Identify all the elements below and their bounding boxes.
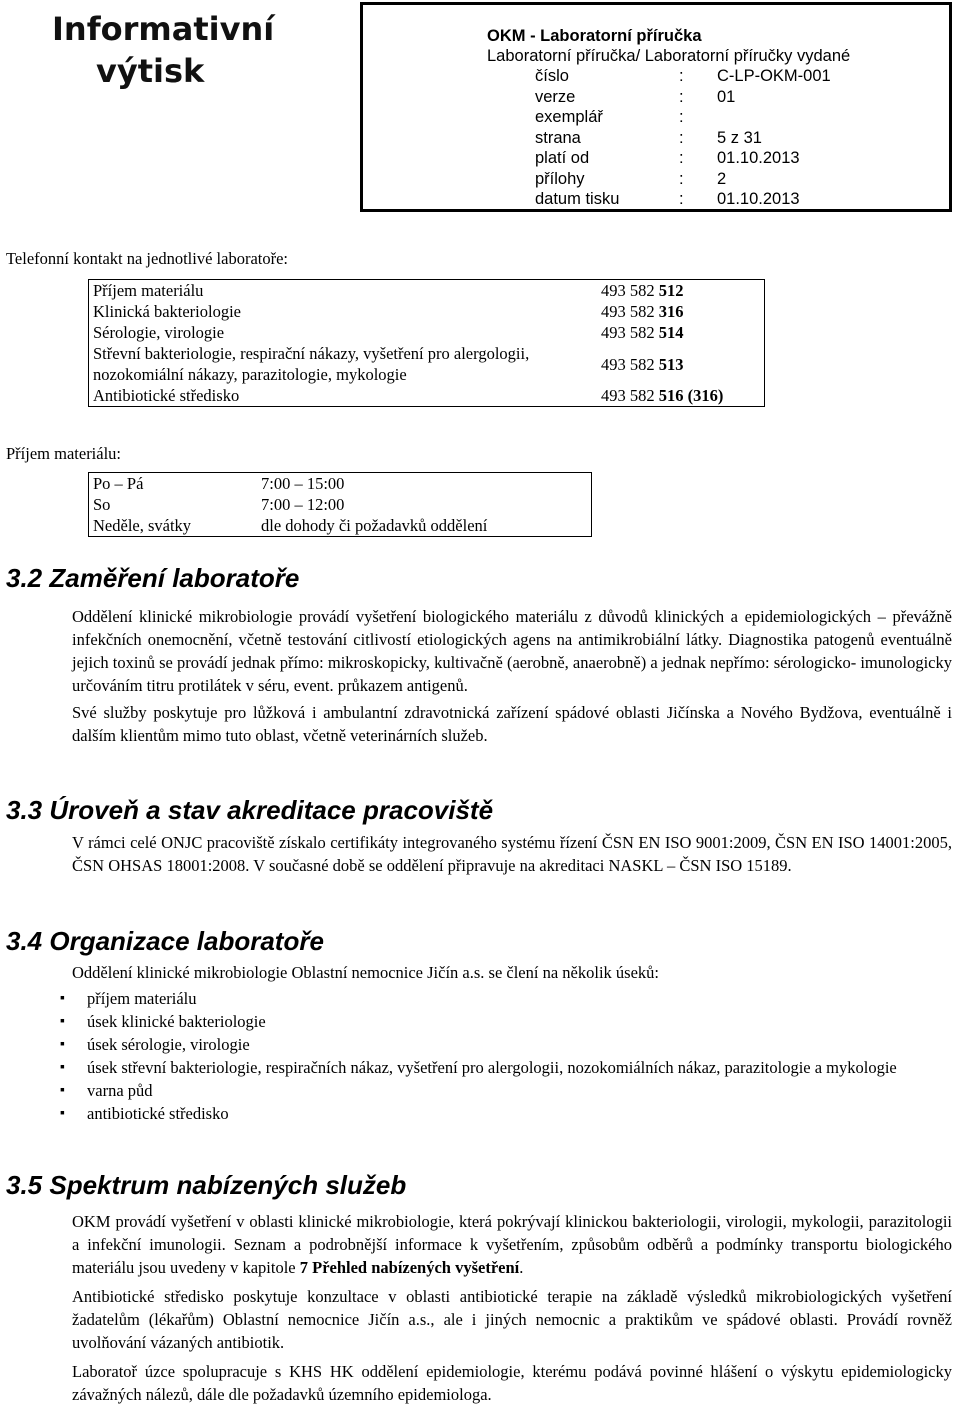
document-header-box (360, 2, 952, 212)
hours-row (89, 473, 592, 495)
section-3-4-heading: 3.4 Organizace laboratoře (6, 926, 324, 956)
section-3-5-paragraph-3: Laboratoř úzce spolupracuje s KHS HK oddělení epidemiologie, kterému podává povinné hlášení o výskytu epidemiologicky závažných nálezů, dále dle požadavků územního epidemiologa. (72, 1362, 952, 1404)
meta-value: 01 (717, 87, 736, 106)
meta-separator: : (679, 108, 684, 126)
hours-heading: Příjem materiálu: (6, 444, 122, 463)
stamp-line-2: výtisk (96, 52, 205, 90)
meta-label: číslo (535, 67, 569, 85)
phone-extension: 512 (658, 281, 684, 300)
phone-lab-name: Střevní bakteriologie, respirační nákazy, vyšetření pro alergologii, nozokomiální nákazy, parazitologie, mykologie (93, 344, 530, 384)
section-3-2-heading (6, 563, 299, 594)
phone-prefix: 493 582 (601, 281, 655, 300)
section-3-4-intro: Oddělení klinické mikrobiologie Oblastní nemocnice Jičín a.s. se člení na několik úseků: (72, 963, 659, 982)
meta-value: C-LP-OKM-001 (717, 67, 831, 85)
section-3-2-paragraph-1: Oddělení klinické mikrobiologie provádí vyšetření biologického materiálu z důvodů klinických a epidemiologických – převážně infekčních onemocnění, včetně testování citlivostí etiologických agens na antimikrobiální látky. Diagnostika patogenů eventuálně jejich toxinů se provádí jednak přímo: mikroskopicky, kultivačně (aerobně, anaerobně) a jednak nepřímo: sérologicko- imunologicky určováním titru protilátek v séru, event. průkazem antigenů. (72, 607, 952, 695)
phone-row (89, 385, 765, 407)
section-3-2-paragraph-2: Své služby poskytuje pro lůžková i ambulantní zdravotnická zařízení spádové oblasti Jičínska a Nového Bydžova, eventuálně i dalším klientům mimo tuto oblast, včetně veterinárních služeb. (72, 703, 952, 745)
phone-contacts-table (88, 279, 765, 407)
phone-extension: 316 (658, 302, 684, 321)
meta-separator: : (679, 190, 684, 208)
meta-separator: : (679, 169, 684, 188)
meta-label: přílohy (535, 169, 585, 188)
section-3-2-body (6, 605, 952, 747)
phone-row (89, 301, 765, 322)
section-3-2-heading-text: 3.2 Zaměření laboratoře (6, 563, 300, 593)
meta-label: exemplář (535, 108, 603, 126)
organization-units-list (60, 987, 940, 1125)
hours-day: Po – Pá (93, 474, 144, 493)
list-item: ▪ příjem materiálu (60, 987, 940, 1010)
meta-label: platí od (535, 149, 590, 167)
phone-number (597, 301, 765, 322)
meta-value: 01.10.2013 (717, 149, 800, 167)
phone-number (597, 385, 765, 407)
section-3-5-paragraph-2: Antibiotické středisko poskytuje konzultace v oblasti antibiotické terapie na základě výsledků mikrobiologických vyšetření žadatelům (lékařům) Oblastní nemocnice Jičín a.s., ale i jiných nemocnic a praktikům ve spádové oblasti. Provádí rovněž uvolňování vázaných antibiotik. (72, 1287, 952, 1352)
meta-separator: : (679, 87, 684, 106)
list-item: ▪ úsek sérologie, virologie (60, 1033, 940, 1056)
meta-value: 5 z 31 (717, 128, 762, 147)
section-3-3-body (6, 831, 952, 877)
section-3-5-body (6, 1210, 952, 1406)
stamp-line-1: Informativní (52, 10, 275, 48)
meta-separator: : (679, 67, 684, 85)
section-3-5-p1-end: . (519, 1258, 524, 1277)
hours-day: So (93, 495, 111, 514)
phones-heading: Telefonní kontakt na jednotlivé laboratoře: (6, 249, 288, 268)
intake-hours-table (88, 472, 592, 537)
hours-time: dle dohody či požadavků oddělení (261, 516, 488, 535)
hours-row (89, 494, 592, 515)
document-subtitle: Laboratorní příručka/ Laboratorní příručky vydané (487, 47, 851, 65)
phone-row (89, 343, 765, 385)
phone-extension: 516 (316) (658, 386, 724, 405)
document-title: OKM - Laboratorní příručka (487, 27, 702, 45)
meta-separator: : (679, 149, 684, 167)
meta-label: strana (535, 128, 581, 147)
phone-prefix: 493 582 (601, 386, 655, 405)
list-item: ▪ varna půd (60, 1079, 940, 1102)
informative-copy-stamp (52, 8, 274, 92)
meta-value: 01.10.2013 (717, 190, 800, 208)
phone-number (597, 343, 765, 385)
list-item: ▪ antibiotické středisko (60, 1102, 940, 1125)
phone-prefix: 493 582 (601, 302, 655, 321)
phone-number (597, 280, 765, 302)
phone-prefix: 493 582 (601, 354, 655, 374)
phone-lab-name: Sérologie, virologie (93, 323, 225, 342)
section-3-3-paragraph-1: V rámci celé ONJC pracoviště získalo certifikáty integrovaného systému řízení ČSN EN ISO 9001:2009, ČSN EN ISO 14001:2005, ČSN OHSAS 18001:2008. V současné době se oddělení připravuje na akreditaci NASKL – ČSN ISO 15189. (72, 833, 952, 875)
hours-time: 7:00 – 15:00 (261, 474, 345, 493)
phone-row (89, 280, 765, 302)
phone-number (597, 322, 765, 343)
list-item: ▪ úsek střevní bakteriologie, respiračních nákaz, vyšetření pro alergologii, nozokomiálních nákaz, parazitologie a mykologie (60, 1056, 940, 1079)
meta-label: verze (535, 87, 576, 106)
meta-label: datum tisku (535, 190, 620, 208)
hours-time: 7:00 – 12:00 (261, 495, 345, 514)
section-3-3-heading: 3.3 Úroveň a stav akreditace pracoviště (6, 795, 494, 825)
meta-separator: : (679, 128, 684, 147)
phone-row (89, 322, 765, 343)
phone-lab-name: Antibiotické středisko (93, 386, 240, 405)
phone-lab-name: Příjem materiálu (93, 281, 204, 300)
phone-lab-name: Klinická bakteriologie (93, 302, 241, 321)
section-3-5-paragraph-1 (6, 1210, 952, 1279)
hours-row (89, 515, 592, 537)
phone-extension: 514 (658, 323, 684, 342)
meta-value: 2 (717, 169, 727, 188)
chapter-7-reference: 7 Přehled nabízených vyšetření (299, 1258, 520, 1277)
section-3-5-heading: 3.5 Spektrum nabízených služeb (6, 1170, 407, 1200)
phone-extension: 513 (658, 354, 684, 374)
section-3-5-p1-text: OKM provádí vyšetření v oblasti klinické mikrobiologie, která pokrývají klinickou bakteriologii, virologii, mykologii, parazitologii a infekční imunologii. Seznam a podrobnější informace k vyšetřením, způsobům odběrů a podmínky transportu biologického materiálu jsou uvedeny v kapitole (72, 1212, 952, 1277)
hours-day: Neděle, svátky (93, 516, 192, 535)
list-item: ▪ úsek klinické bakteriologie (60, 1010, 940, 1033)
phone-prefix: 493 582 (601, 323, 655, 342)
